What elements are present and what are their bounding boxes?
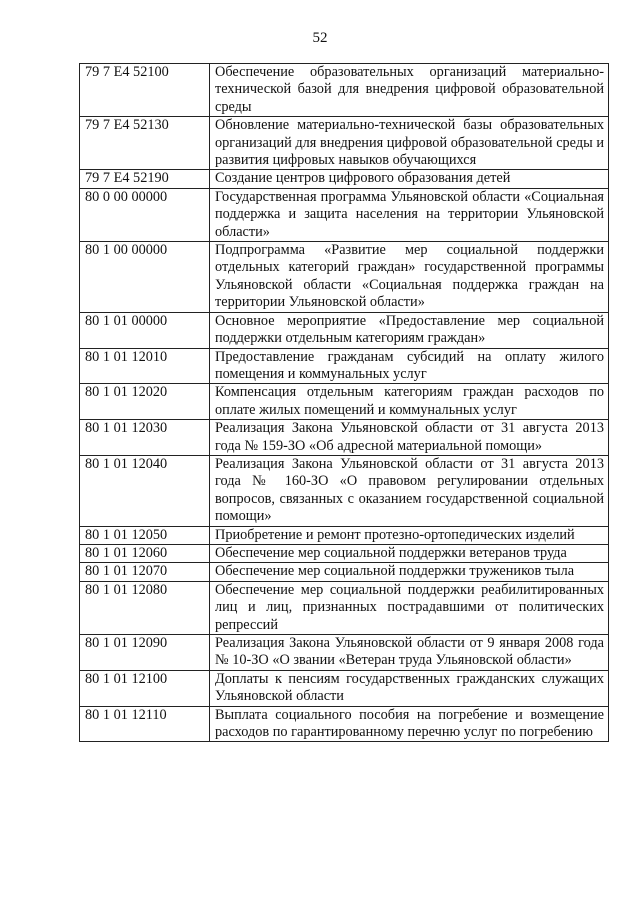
row-code: 80 1 00 00000 [80,242,210,313]
row-description: Предоставление гражданам субсидий на оплату жилого помещения и коммунальных услуг [210,348,609,384]
row-description: Обеспечение образовательных организаций материально-технической базой для внедрения цифровой образовательной среды [210,64,609,117]
row-code: 80 1 01 12080 [80,581,210,634]
table-row [80,64,609,117]
table-row [80,117,609,170]
row-description: Обеспечение мер социальной поддержки тружеников тыла [210,563,609,581]
row-description: Реализация Закона Ульяновской области от 31 августа 2013 года № 160-ЗО «О правовом регулировании отдельных вопросов, связанных с оказанием государственной социальной помощи» [210,455,609,526]
row-description: Основное мероприятие «Предоставление мер социальной поддержки отдельным категориям граждан» [210,312,609,348]
row-code: 80 1 01 12060 [80,544,210,562]
table-row [80,526,609,544]
row-code: 79 7 E4 52190 [80,170,210,188]
row-code: 80 1 01 12020 [80,384,210,420]
row-code: 80 1 01 12040 [80,455,210,526]
row-code: 79 7 E4 52130 [80,117,210,170]
row-description: Приобретение и ремонт протезно-ортопедических изделий [210,526,609,544]
row-code: 80 1 01 12010 [80,348,210,384]
table-row [80,384,609,420]
table-row [80,348,609,384]
page-number: 52 [312,30,328,46]
row-code: 80 1 01 00000 [80,312,210,348]
table-row [80,563,609,581]
budget-classification-table [79,63,609,742]
row-description: Государственная программа Ульяновской области «Социальная поддержка и защита населения на территории Ульяновской области» [210,188,609,241]
row-description: Выплата социального пособия на погребение и возмещение расходов по гарантированному перечню услуг по погребению [210,706,609,742]
table-row [80,706,609,742]
table-row [80,670,609,706]
row-code: 80 1 01 12070 [80,563,210,581]
row-code: 80 0 00 00000 [80,188,210,241]
row-code: 79 7 E4 52100 [80,64,210,117]
row-description: Доплаты к пенсиям государственных гражданских служащих Ульяновской области [210,670,609,706]
row-code: 80 1 01 12030 [80,420,210,456]
row-description: Реализация Закона Ульяновской области от 31 августа 2013 года № 159-ЗО «Об адресной материальной помощи» [210,420,609,456]
table-row [80,635,609,671]
table-row [80,544,609,562]
row-description: Реализация Закона Ульяновской области от 9 января 2008 года № 10-ЗО «О звании «Ветеран труда Ульяновской области» [210,635,609,671]
table-row [80,312,609,348]
row-description: Компенсация отдельным категориям граждан расходов по оплате жилых помещений и коммунальных услуг [210,384,609,420]
table-row [80,420,609,456]
row-description: Подпрограмма «Развитие мер социальной поддержки отдельных категорий граждан» государственной программы Ульяновской области «Социальная поддержка граждан на территории Ульяновской области» [210,242,609,313]
table-row [80,170,609,188]
table-row [80,188,609,241]
row-code: 80 1 01 12110 [80,706,210,742]
row-description: Создание центров цифрового образования детей [210,170,609,188]
table-row [80,242,609,313]
table-row [80,455,609,526]
table-row [80,581,609,634]
row-code: 80 1 01 12090 [80,635,210,671]
row-description: Обеспечение мер социальной поддержки реабилитированных лиц и лиц, признанных пострадавшими от политических репрессий [210,581,609,634]
row-description: Обеспечение мер социальной поддержки ветеранов труда [210,544,609,562]
row-code: 80 1 01 12100 [80,670,210,706]
row-description: Обновление материально-технической базы образовательных организаций для внедрения цифровой образовательной среды и развития цифровых навыков обучающихся [210,117,609,170]
row-code: 80 1 01 12050 [80,526,210,544]
